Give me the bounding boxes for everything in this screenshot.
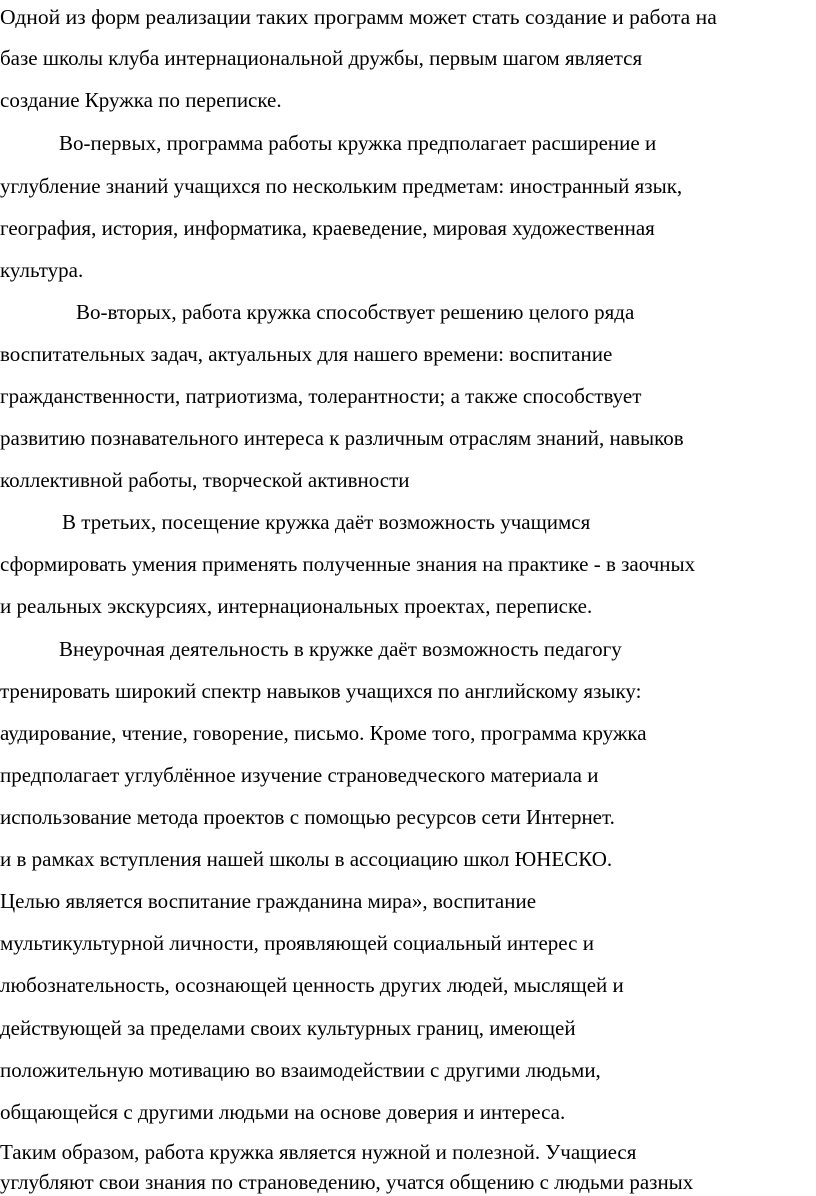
text-line: действующей за пределами своих культурных границ, имеющей [0,1016,576,1040]
text-line: развитию познавательного интереса к различным отраслям знаний, навыков [0,426,684,450]
text-line: гражданственности, патриотизма, толерантности; а также способствует [0,384,642,408]
text-line: создание Кружка по переписке. [0,88,282,112]
text-line: воспитательных задач, актуальных для нашего времени: воспитание [0,342,613,366]
text-line: коллективной работы, творческой активности [0,468,410,492]
text-line: положительную мотивацию во взаимодействии с другими людьми, [0,1058,601,1082]
text-line: Внеурочная деятельность в кружке даёт возможность педагогу [59,637,622,661]
text-line: В третьих, посещение кружка даёт возможность учащимся [62,510,591,534]
text-line: мультикультурной личности, проявляющей социальный интерес и [0,931,594,955]
text-line: углубляют свои знания по страноведению, учатся общению с людьми разных [0,1170,694,1194]
text-line: любознательность, осознающей ценность других людей, мыслящей и [0,973,624,997]
text-line: предполагает углублённое изучение страноведческого материала и [0,763,599,787]
text-line: сформировать умения применять полученные знания на практике - в заочных [0,552,696,576]
text-line: аудирование, чтение, говорение, письмо. Кроме того, программа кружка [0,721,647,745]
text-line: Во-первых, программа работы кружка предполагает расширение и [59,131,657,155]
text-line: использование метода проектов с помощью ресурсов сети Интернет. [0,805,615,829]
text-line: Одной из форм реализации таких программ может стать создание и работа на [0,5,717,29]
text-line: культура. [0,258,84,282]
text-line: углубление знаний учащихся по нескольким предметам: иностранный язык, [0,174,683,198]
text-line: Таким образом, работа кружка является нужной и полезной. Учащиеся [0,1140,637,1164]
text-line: базе школы клуба интернациональной дружбы, первым шагом является [0,46,643,70]
text-line: тренировать широкий спектр навыков учащихся по английскому языку: [0,679,642,703]
text-line: Во-вторых, работа кружка способствует решению целого ряда [76,300,635,324]
text-line: география, история, информатика, краеведение, мировая художественная [0,216,655,240]
text-line: и в рамках вступления нашей школы в ассоциацию школ ЮНЕСКО. [0,847,613,871]
text-line: общающейся с другими людьми на основе доверия и интереса. [0,1100,566,1124]
text-line: и реальных экскурсиях, интернациональных проектах, переписке. [0,594,593,618]
text-line: Целью является воспитание гражданина мира», воспитание [0,889,537,913]
